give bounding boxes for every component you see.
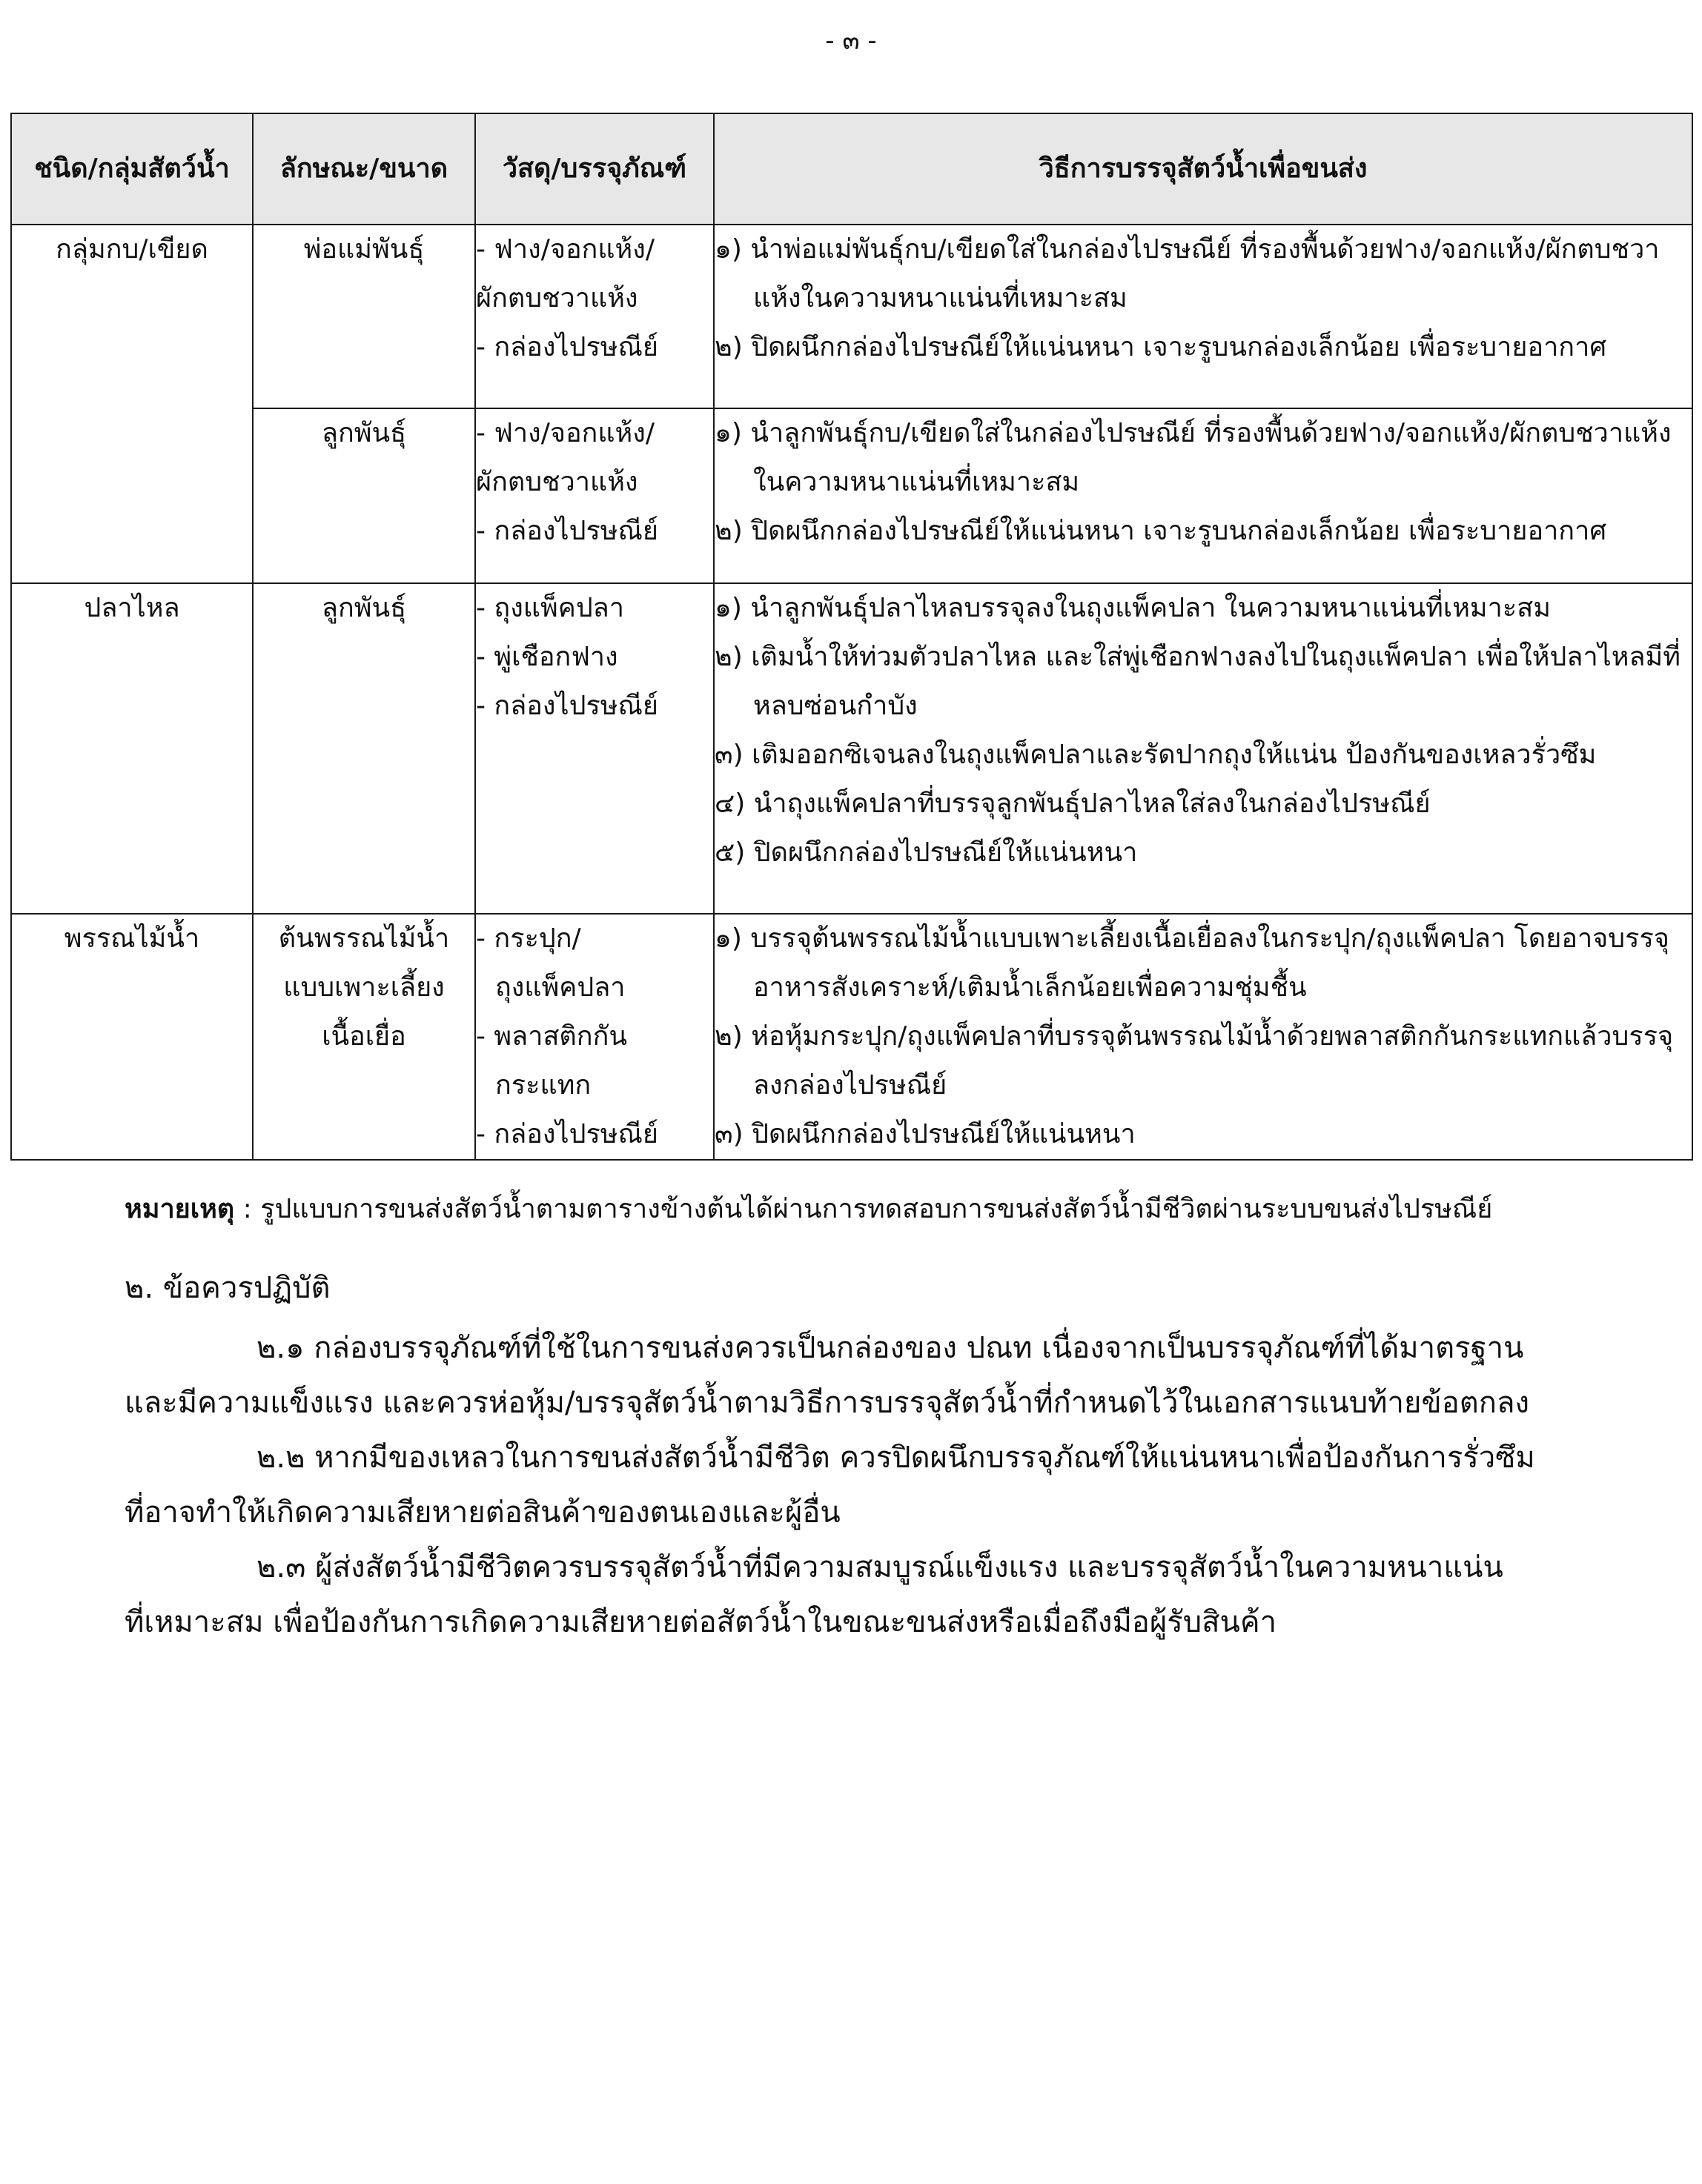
- cell-materials: [475, 914, 714, 1160]
- cell-materials: [475, 225, 714, 408]
- material-line: - กระปุก/: [476, 923, 581, 954]
- cell-materials: [475, 408, 714, 583]
- note-text: : รูปแบบการขนส่งสัตว์น้ำตามตารางข้างต้นได้ผ่านการทดสอบการขนส่งสัตว์น้ำมีชีวิตผ่านระบบขนส่งไปรษณีย์: [234, 1194, 1493, 1224]
- material-line: - กล่องไปรษณีย์: [476, 691, 659, 721]
- material-line: ผักตบชวาแห้ง: [476, 467, 638, 497]
- header-size: ลักษณะ/ขนาด: [253, 113, 475, 225]
- paragraph-2-1: [125, 1321, 1607, 1430]
- header-method: วิธีการบรรจุสัตว์น้ำเพื่อขนส่ง: [714, 113, 1692, 225]
- table-row: [11, 914, 1692, 1160]
- cell-size: ลูกพันธุ์: [253, 408, 475, 583]
- cell-steps: [714, 225, 1692, 408]
- cell-steps: [714, 408, 1692, 583]
- step-item: ๒) ปิดผนึกกล่องไปรษณีย์ให้แน่นหนา เจาะรูบนกล่องเล็กน้อย เพื่อระบายอากาศ: [715, 332, 1607, 362]
- cell-size: พ่อแม่พันธุ์: [253, 225, 475, 408]
- material-line: - กล่องไปรษณีย์: [476, 332, 659, 362]
- step-item: ๑) บรรจุต้นพรรณไม้น้ำแบบเพาะเลี้ยงเนื้อเยื่อลงในกระปุก/ถุงแพ็คปลา โดยอาจบรรจุอาหารสังเคราะห์/เติมน้ำเล็กน้อยเพื่อความชุ่มชื้น: [715, 923, 1669, 1003]
- note-label: หมายเหตุ: [125, 1194, 235, 1224]
- step-item: ๑) นำลูกพันธุ์กบ/เขียดใส่ในกล่องไปรษณีย์ ที่รองพื้นด้วยฟาง/จอกแห้ง/ผักตบชวาแห้งในความหนาแน่นที่เหมาะสม: [715, 418, 1672, 497]
- section-heading: ๒. ข้อควรปฏิบัติ: [125, 1271, 331, 1305]
- paragraph-first-line: ๒.๒ หากมีของเหลวในการขนส่งสัตว์น้ำมีชีวิต ควรปิดผนึกบรรจุภัณฑ์ให้แน่นหนาเพื่อป้องกันการรั่วซึม: [256, 1441, 1535, 1475]
- size-line: เนื้อเยื่อ: [322, 1021, 406, 1052]
- paragraph-2-2: [125, 1430, 1607, 1540]
- step-item: ๓) ปิดผนึกกล่องไปรษณีย์ให้แน่นหนา: [715, 1119, 1136, 1149]
- material-line: กระแทก: [495, 1070, 592, 1101]
- material-line: ผักตบชวาแห้ง: [476, 283, 638, 313]
- step-item: ๔) นำถุงแพ็คปลาที่บรรจุลูกพันธุ์ปลาไหลใส่ลงในกล่องไปรษณีย์: [715, 789, 1431, 819]
- material-line: - ฟาง/จอกแห้ง/: [476, 234, 655, 265]
- step-item: ๓) เติมออกซิเจนลงในถุงแพ็คปลาและรัดปากถุงให้แน่น ป้องกันของเหลวรั่วซึม: [715, 740, 1597, 770]
- table-header-row: [11, 113, 1692, 225]
- cell-size: [253, 914, 475, 1160]
- cell-type: ปลาไหล: [11, 583, 253, 914]
- material-line: - กล่องไปรษณีย์: [476, 1119, 659, 1149]
- paragraph-first-line: ๒.๓ ผู้ส่งสัตว์น้ำมีชีวิตควรบรรจุสัตว์น้ำที่มีความสมบูรณ์แข็งแรง และบรรจุสัตว์น้ำในความหนาแน่น: [256, 1550, 1503, 1584]
- cell-materials: [475, 583, 714, 914]
- table-note: [125, 1189, 1666, 1230]
- cell-type: กลุ่มกบ/เขียด: [11, 225, 253, 583]
- table-row: [11, 225, 1692, 408]
- packaging-table: [10, 113, 1693, 1161]
- paragraph-continuation: ที่อาจทำให้เกิดความเสียหายต่อสินค้าของตนเองและผู้อื่น: [125, 1496, 841, 1530]
- cell-size: ลูกพันธุ์: [253, 583, 475, 914]
- material-line: - พลาสติกกัน: [476, 1021, 627, 1052]
- size-line: แบบเพาะเลี้ยง: [283, 972, 445, 1003]
- paragraph-2-3: [125, 1540, 1607, 1650]
- cell-steps: [714, 583, 1692, 914]
- table-row: [11, 583, 1692, 914]
- step-item: ๒) ปิดผนึกกล่องไปรษณีย์ให้แน่นหนา เจาะรูบนกล่องเล็กน้อย เพื่อระบายอากาศ: [715, 516, 1607, 546]
- step-item: ๒) เติมน้ำให้ท่วมตัวปลาไหล และใส่พู่เชือกฟางลงไปในถุงแพ็คปลา เพื่อให้ปลาไหลมีที่หลบซ่อนกำบัง: [715, 642, 1681, 721]
- step-item: ๑) นำพ่อแม่พันธุ์กบ/เขียดใส่ในกล่องไปรษณีย์ ที่รองพื้นด้วยฟาง/จอกแห้ง/ผักตบชวาแห้งในความหนาแน่นที่เหมาะสม: [715, 234, 1660, 313]
- header-materials: วัสดุ/บรรจุภัณฑ์: [475, 113, 714, 225]
- step-item: ๑) นำลูกพันธุ์ปลาไหลบรรจุลงในถุงแพ็คปลา ในความหนาแน่นที่เหมาะสม: [715, 593, 1551, 623]
- material-line: - กล่องไปรษณีย์: [476, 516, 659, 546]
- page-number: - ๓ -: [825, 26, 877, 56]
- header-type: ชนิด/กลุ่มสัตว์น้ำ: [11, 113, 253, 225]
- cell-type: พรรณไม้น้ำ: [11, 914, 253, 1160]
- step-item: ๒) ห่อหุ้มกระปุก/ถุงแพ็คปลาที่บรรจุต้นพรรณไม้น้ำด้วยพลาสติกกันกระแทกแล้วบรรจุลงกล่องไปรษณีย์: [715, 1021, 1674, 1101]
- table-row: [11, 408, 1692, 583]
- material-line: ถุงแพ็คปลา: [495, 972, 626, 1003]
- material-line: - พู่เชือกฟาง: [476, 642, 618, 672]
- paragraph-first-line: ๒.๑ กล่องบรรจุภัณฑ์ที่ใช้ในการขนส่งควรเป็นกล่องของ ปณท เนื่องจากเป็นบรรจุภัณฑ์ที่ได้มาตรฐาน: [256, 1331, 1524, 1365]
- paragraph-continuation: ที่เหมาะสม เพื่อป้องกันการเกิดความเสียหายต่อสัตว์น้ำในขณะขนส่งหรือเมื่อถึงมือผู้รับสินค้า: [125, 1605, 1277, 1639]
- material-line: - ถุงแพ็คปลา: [476, 593, 624, 623]
- cell-steps: [714, 914, 1692, 1160]
- paragraph-continuation: และมีความแข็งแรง และควรห่อหุ้ม/บรรจุสัตว์น้ำตามวิธีการบรรจุสัตว์น้ำที่กำหนดไว้ในเอกสารแนบท้ายข้อตกลง: [125, 1386, 1530, 1420]
- material-line: - ฟาง/จอกแห้ง/: [476, 418, 655, 448]
- step-item: ๕) ปิดผนึกกล่องไปรษณีย์ให้แน่นหนา: [715, 837, 1138, 868]
- size-line: ต้นพรรณไม้น้ำ: [278, 923, 450, 954]
